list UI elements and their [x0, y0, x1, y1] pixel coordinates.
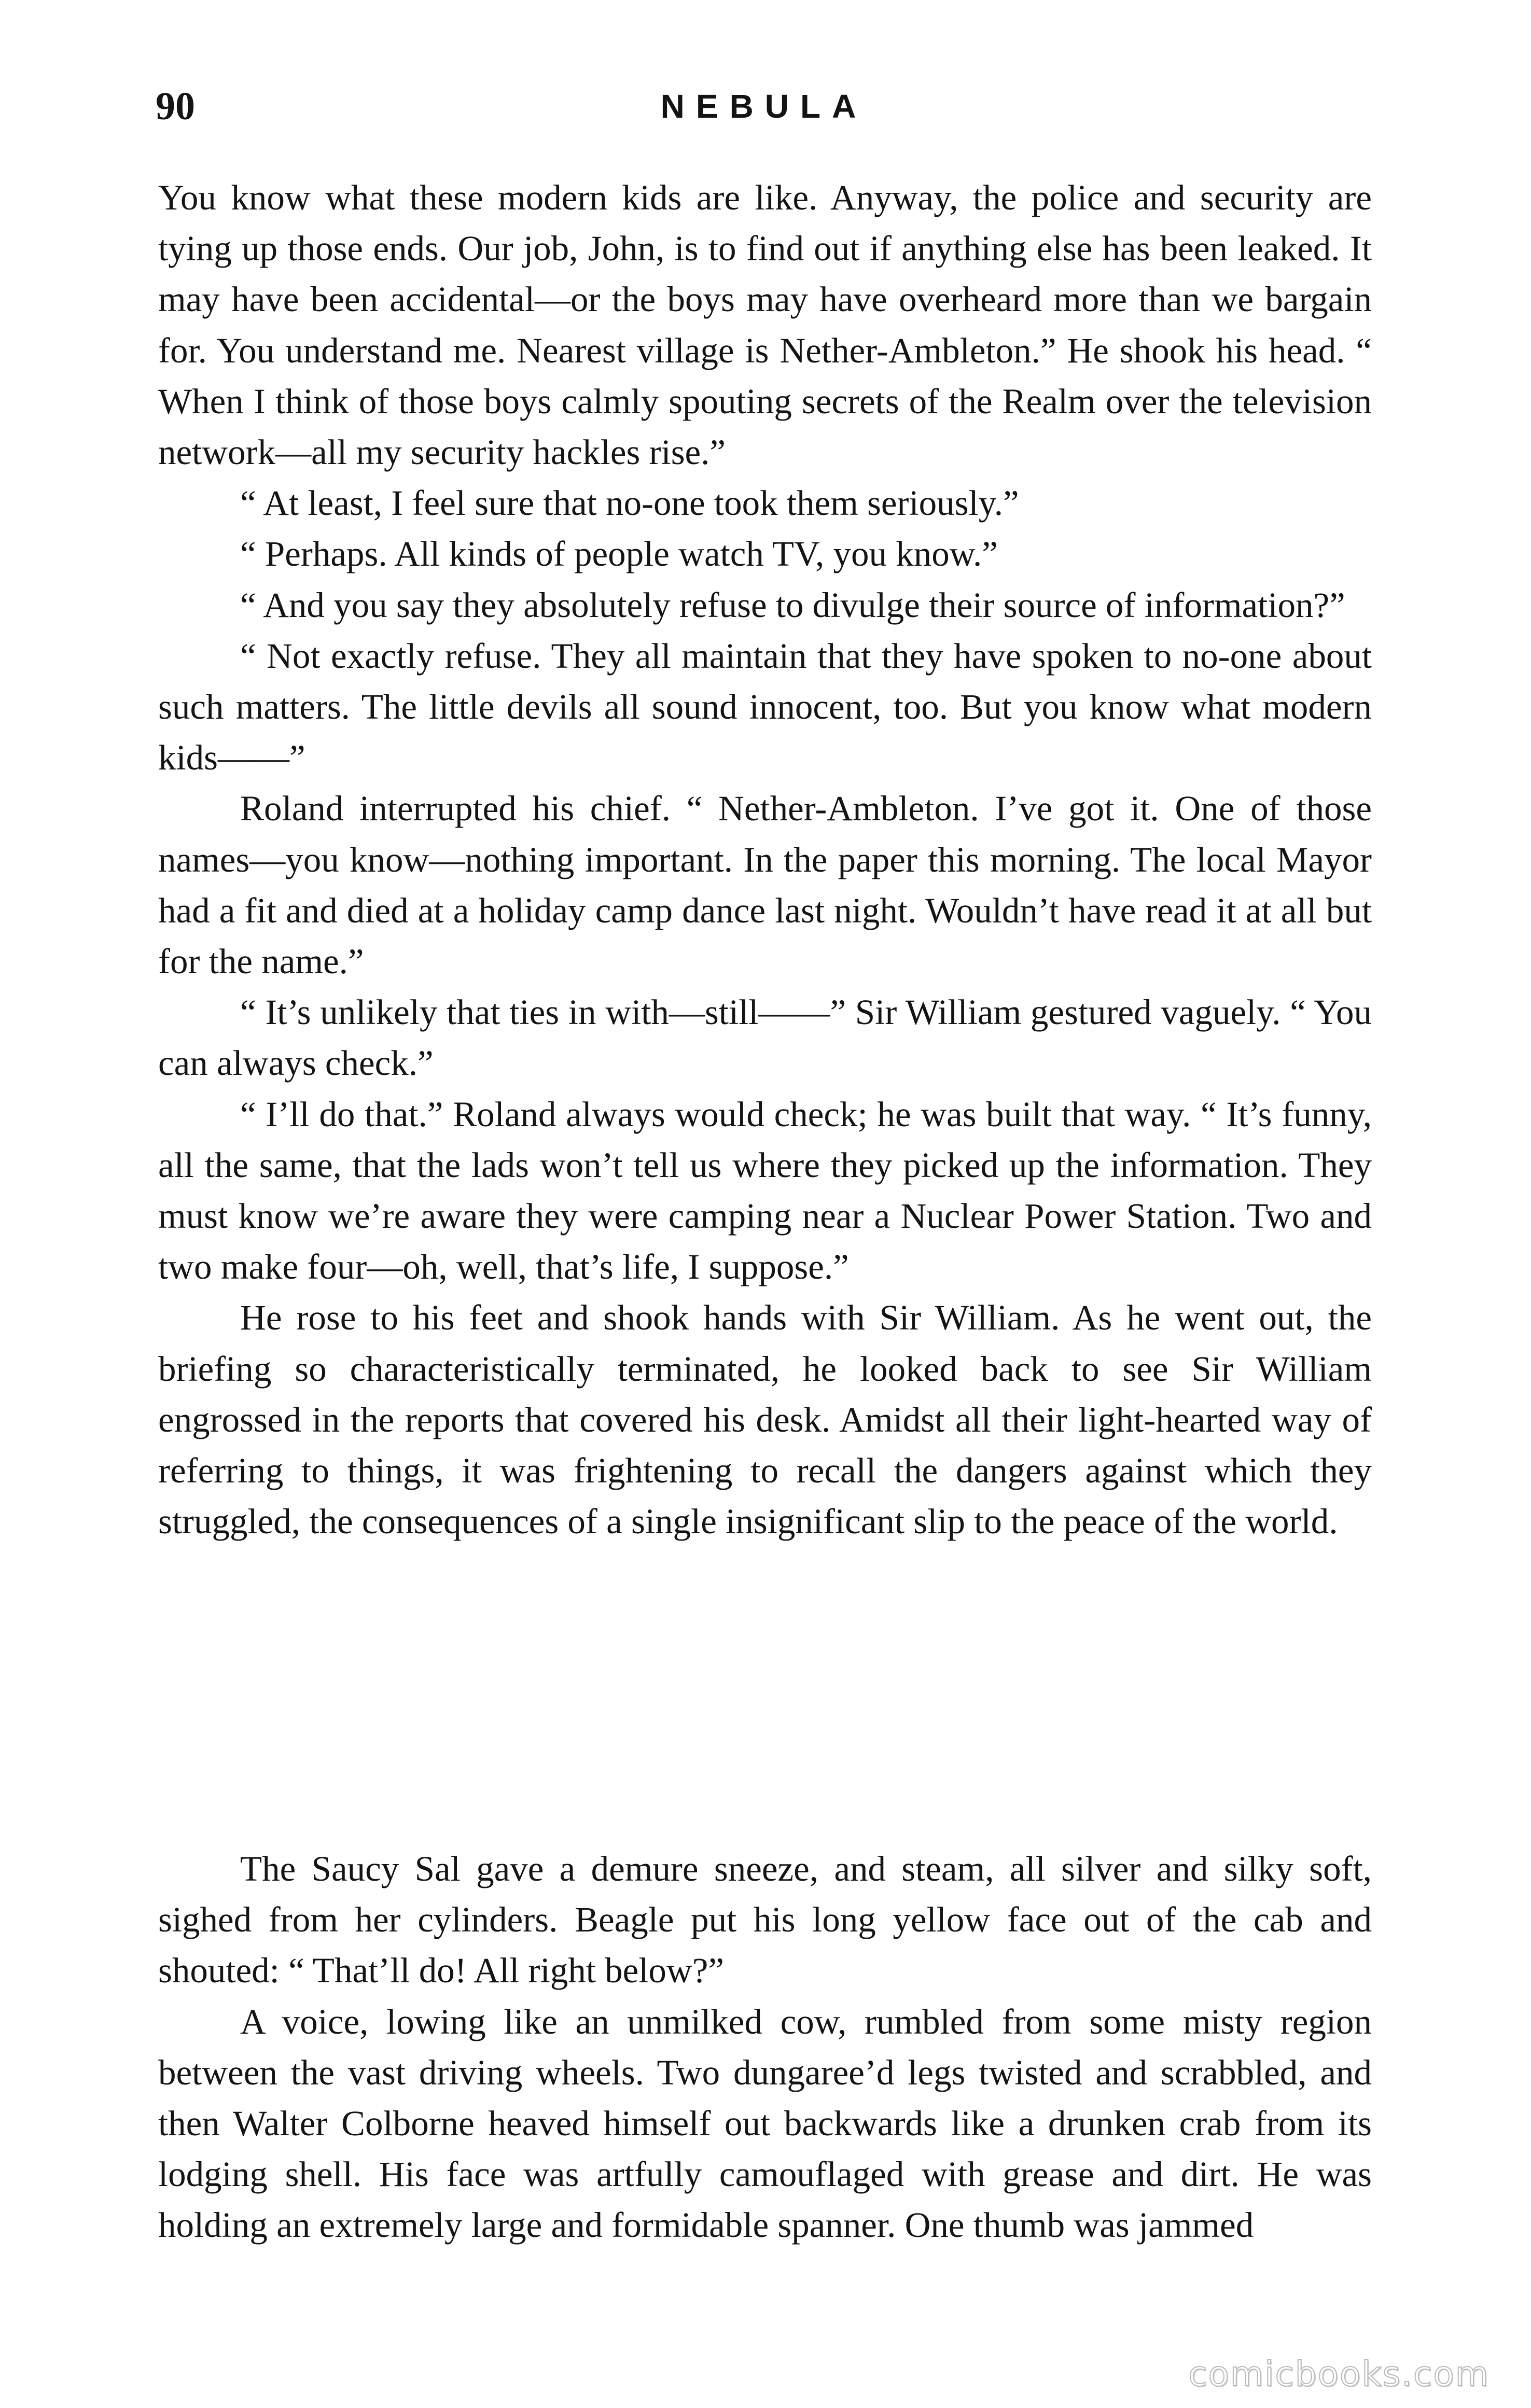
- section-one-text: [158, 172, 1372, 1547]
- paragraph: “ At least, I feel sure that no-one took them seriously.”: [240, 483, 1019, 523]
- paragraph: A voice, lowing like an unmilked cow, rumbled from some misty region between the vast driving wheels. Two dungaree’d legs twisted and scrabbled, and then Walter Colborne heaved himself out backwards like a drunken crab from its lodging shell. His face was artfully camouflaged with grease and dirt. He was holding an extremely large and formidable spanner. One thumb was jammed: [158, 2001, 1372, 2245]
- paragraph: You know what these modern kids are like. Anyway, the police and security are tying up those ends. Our job, John, is to find out if anything else has been leaked. It may have been accidental—or the boys may have overheard more than we bargain for. You understand me. Nearest village is Nether-Ambleton.” He shook his head. “ When I think of those boys calmly spouting secrets of the Realm over the television network—all my security hackles rise.”: [158, 178, 1372, 472]
- paragraph: “ It’s unlikely that ties in with—still——” Sir William gestured vaguely. “ You can always check.”: [158, 992, 1372, 1083]
- running-head: [156, 78, 1372, 135]
- paragraph: “ I’ll do that.” Roland always would check; he was built that way. “ It’s funny, all the same, that the lads won’t tell us where they picked up the information. They must know we’re aware they were camping near a Nuclear Power Station. Two and two make four—oh, well, that’s life, I suppose.”: [158, 1094, 1372, 1287]
- running-title: NEBULA: [660, 88, 868, 125]
- watermark: comicbooks.com: [1188, 2354, 1490, 2394]
- paragraph: “ Perhaps. All kinds of people watch TV, you know.”: [240, 534, 998, 574]
- paragraph: Roland interrupted his chief. “ Nether-Ambleton. I’ve got it. One of those names—you know—nothing important. In the paper this morning. The local Mayor had a fit and died at a holiday camp dance last night. Wouldn’t have read it at all but for the name.”: [158, 789, 1372, 982]
- page-number: 90: [156, 85, 195, 128]
- paragraph: “ Not exactly refuse. They all maintain that they have spoken to no-one about such matters. The little devils all sound innocent, too. But you know what modern kids——”: [158, 636, 1372, 778]
- section-two-text: [158, 1843, 1372, 2251]
- paragraph: “ And you say they absolutely refuse to divulge their source of information?”: [240, 585, 1345, 625]
- paragraph: The Saucy Sal gave a demure sneeze, and steam, all silver and silky soft, sighed from her cylinders. Beagle put his long yellow face out of the cab and shouted: “ That’ll do! All right below?”: [158, 1849, 1372, 1991]
- paragraph: He rose to his feet and shook hands with Sir William. As he went out, the briefing so characteristically terminated, he looked back to see Sir William engrossed in the reports that covered his desk. Amidst all their light-hearted way of referring to things, it was frightening to recall the dangers against which they struggled, the consequences of a single insignificant slip to the peace of the world.: [158, 1298, 1372, 1542]
